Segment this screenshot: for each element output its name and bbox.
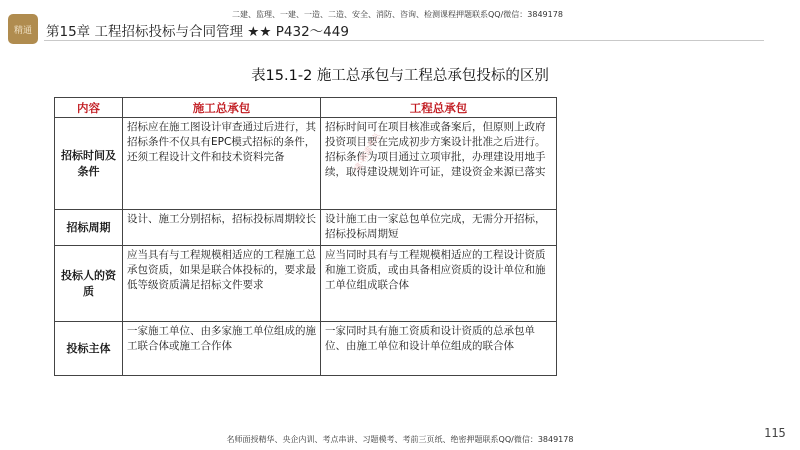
epc-contract-cell: 招标时间可在项目核准或备案后，但原则上政府投资项目要在完成初步方案设计批准之后进行。招标条件为项目通过立项审批，办理建设用地手续，取得建设规划许可证，建设资金来源已落实	[321, 118, 557, 210]
row-label: 投标人的资质	[55, 246, 123, 322]
epc-contract-cell: 一家同时具有施工资质和设计资质的总承包单位、由施工单位和设计单位组成的联合体	[321, 322, 557, 376]
page-number: 115	[764, 426, 786, 440]
column-header-epc: 工程总承包	[321, 98, 557, 118]
general-contract-cell: 招标应在施工图设计审查通过后进行，其招标条件不仅具有EPC模式招标的条件，还须工程设计文件和技术资料完备	[123, 118, 321, 210]
general-contract-cell: 应当具有与工程规模相适应的工程施工总承包资质，如果是联合体投标的，要求最低等级资质满足招标文件要求	[123, 246, 321, 322]
top-contact-note: 二建、监理、一建、一造、二造、安全、消防、咨询、检测课程押题联系QQ/微信：3849178	[232, 10, 563, 19]
table-row	[55, 118, 557, 210]
table-header-row	[55, 98, 557, 118]
epc-contract-cell: 应当同时具有与工程规模相适应的工程设计资质和施工资质，或由具备相应资质的设计单位和施工单位组成联合体	[321, 246, 557, 322]
row-label: 招标周期	[55, 210, 123, 246]
column-header-content: 内容	[55, 98, 123, 118]
column-header-general: 施工总承包	[123, 98, 321, 118]
row-label: 投标主体	[55, 322, 123, 376]
logo: 精通	[8, 14, 38, 44]
comparison-table	[54, 97, 557, 376]
epc-contract-cell: 设计施工由一家总包单位完成，无需分开招标，招标投标周期短	[321, 210, 557, 246]
table-row	[55, 246, 557, 322]
general-contract-cell: 一家施工单位、由多家施工单位组成的施工联合体或施工合作体	[123, 322, 321, 376]
header-divider	[44, 40, 764, 41]
table-row	[55, 322, 557, 376]
chapter-title: 第15章 工程招标投标与合同管理 ★★ P432～449	[46, 24, 349, 40]
row-label: 招标时间及条件	[55, 118, 123, 210]
table-row	[55, 210, 557, 246]
table-title: 表15.1-2 施工总承包与工程总承包投标的区别	[251, 68, 549, 84]
footer-contact-note: 名师面授精华、央企内训、考点串讲、习题模考、考前三页纸、绝密押题联系QQ/微信：3849178	[226, 435, 574, 444]
general-contract-cell: 设计、施工分别招标，招标投标周期较长	[123, 210, 321, 246]
watermark: 一建·精通考点	[348, 131, 382, 180]
